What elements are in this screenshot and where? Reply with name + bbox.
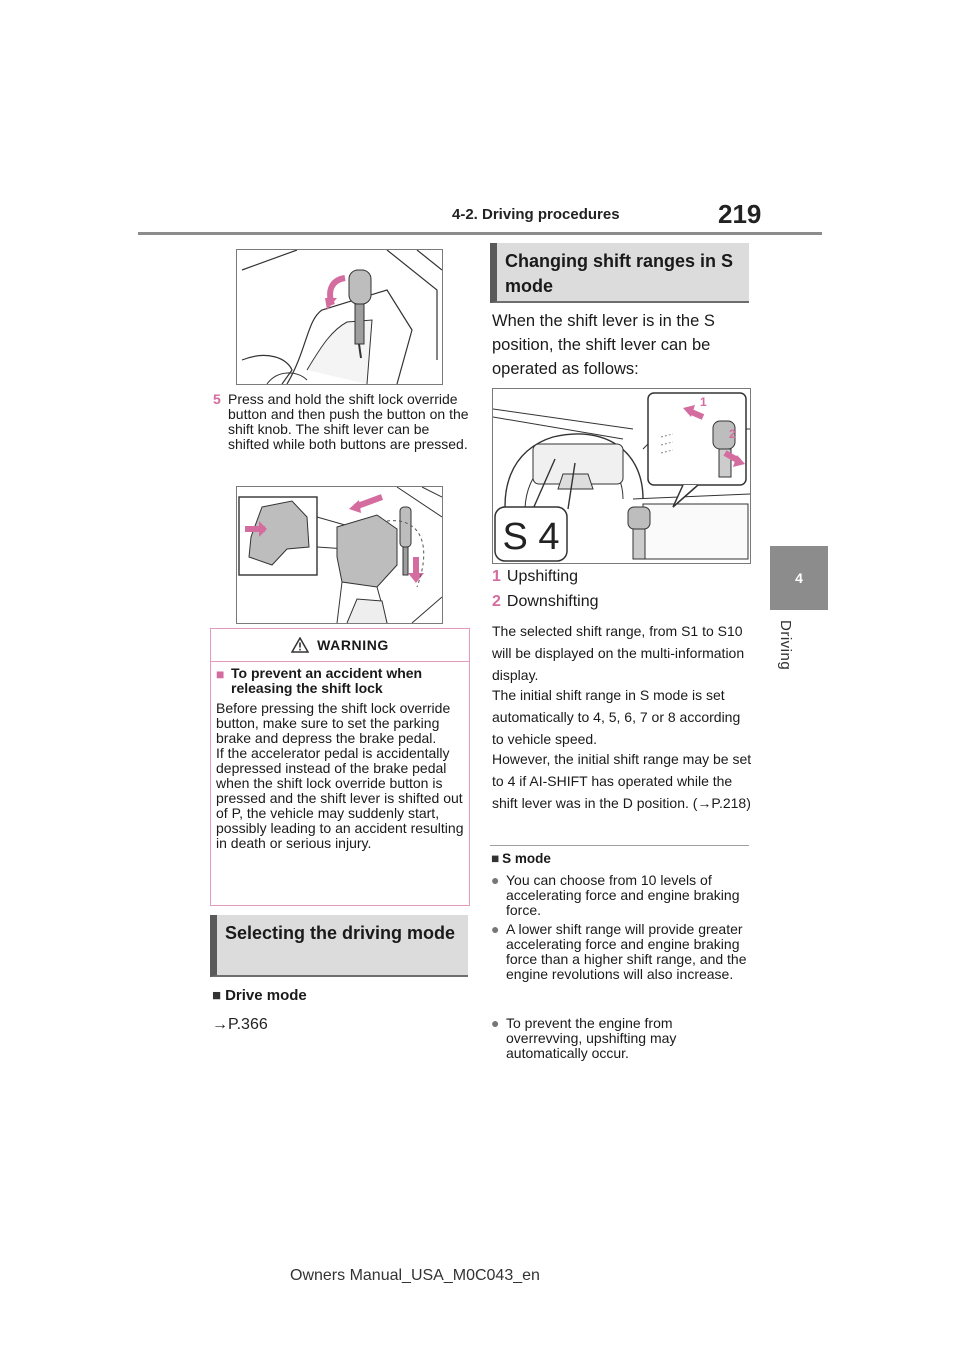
chapter-label: Driving xyxy=(777,620,794,671)
s-mode-cockpit-illustration xyxy=(492,388,751,564)
ai-shift-note xyxy=(492,748,752,814)
arrow-right-icon: → xyxy=(212,1016,228,1033)
s-mode-bullet xyxy=(491,922,751,982)
bullet-dot-icon: ● xyxy=(491,1015,500,1031)
step-5 xyxy=(213,392,469,452)
section-title: 4-2. Driving procedures xyxy=(452,206,620,223)
notes-divider xyxy=(490,845,749,846)
square-bullet-icon: ■ xyxy=(212,987,222,1004)
warning-box xyxy=(210,628,470,906)
warning-body: Before pressing the shift lock override button, make sure to set the parking brake and depress the brake pedal. If the accelerator pedal is accidentally depressed instead of the brake pedal when the shift lock override button is pressed and the shift lever is shifted out of P, the vehicle may suddenly start, possibly leading to an accident resulting in death or serious injury. xyxy=(216,700,464,851)
section-head-s-mode: Changing shift ranges in S mode xyxy=(490,243,749,303)
item-number: 2 xyxy=(492,593,501,610)
shift-knob-button-illustration xyxy=(236,486,443,624)
callout-2: 2 xyxy=(729,427,736,441)
ai-shift-close: ) xyxy=(746,795,751,811)
bullet-text: To prevent the engine from overrevving, upshifting may automatically occur. xyxy=(506,1015,677,1061)
chapter-tab[interactable]: 4 xyxy=(770,546,828,610)
step-text: Press and hold the shift lock override button and then push the button on the shift knob. The shift lever can be shifted while both buttons are pressed. xyxy=(228,391,469,452)
shift-lock-override-illustration xyxy=(236,249,443,385)
header-rule xyxy=(138,232,822,235)
drive-mode-heading-text: Drive mode xyxy=(225,987,307,1004)
list-item-downshifting xyxy=(492,593,599,611)
ai-shift-ref[interactable]: P.218 xyxy=(711,795,747,811)
drive-mode-ref-page: P.366 xyxy=(228,1016,268,1033)
drive-mode-heading xyxy=(212,987,307,1004)
square-bullet-icon: ■ xyxy=(216,666,225,682)
bullet-dot-icon: ● xyxy=(491,872,500,888)
warning-title xyxy=(216,666,464,696)
item-label: Downshifting xyxy=(506,593,599,610)
shift-range-display-note: The selected shift range, from S1 to S10 will be displayed on the multi-information display. xyxy=(492,623,745,683)
item-number: 1 xyxy=(492,568,501,585)
drive-mode-reference[interactable] xyxy=(212,1016,268,1034)
s-mode-bullet xyxy=(491,873,751,918)
step-number: 5 xyxy=(213,391,221,407)
bullet-text: A lower shift range will provide greater accelerating force and engine braking force than a higher shift range, and the engine revolutions will also increase. xyxy=(506,921,747,982)
item-label: Upshifting xyxy=(506,568,579,585)
warning-label: WARNING xyxy=(317,637,389,653)
s-mode-intro: When the shift lever is in the S position, the shift lever can be operated as follows: xyxy=(492,312,715,378)
arrow-right-icon: → xyxy=(697,795,712,811)
shift-knob-button-drawing xyxy=(237,487,442,623)
list-item-upshifting xyxy=(492,568,578,586)
warning-divider xyxy=(211,661,469,662)
page-number: 219 xyxy=(718,199,762,229)
cockpit-drawing xyxy=(493,389,750,563)
callout-1: 1 xyxy=(700,395,707,409)
footer-manual-id: Owners Manual_USA_M0C043_en xyxy=(290,1267,540,1284)
s-mode-bullet xyxy=(491,1016,751,1061)
shift-lock-override-drawing xyxy=(237,250,442,384)
ai-shift-text: However, the initial shift range may be set to 4 if AI-SHIFT has operated while the shift lever was in the D position. ( xyxy=(492,751,752,811)
bullet-text: You can choose from 10 levels of accelerating force and engine braking force. xyxy=(506,872,740,918)
bullet-dot-icon: ● xyxy=(491,921,500,937)
s-mode-display-text: S 4 xyxy=(502,516,560,558)
warning-triangle-icon xyxy=(291,637,309,653)
square-bullet-icon: ■ xyxy=(491,851,500,866)
warning-header xyxy=(211,629,469,661)
initial-shift-range-note: The initial shift range in S mode is set automatically to 4, 5, 6, 7 or 8 according to vehicle speed. xyxy=(492,687,741,747)
s-mode-notes-heading-text: S mode xyxy=(502,851,551,866)
section-head-driving-mode: Selecting the driving mode xyxy=(210,915,468,977)
s-mode-notes-heading xyxy=(491,851,551,866)
warning-title-text: To prevent an accident when releasing the shift lock xyxy=(231,665,423,696)
